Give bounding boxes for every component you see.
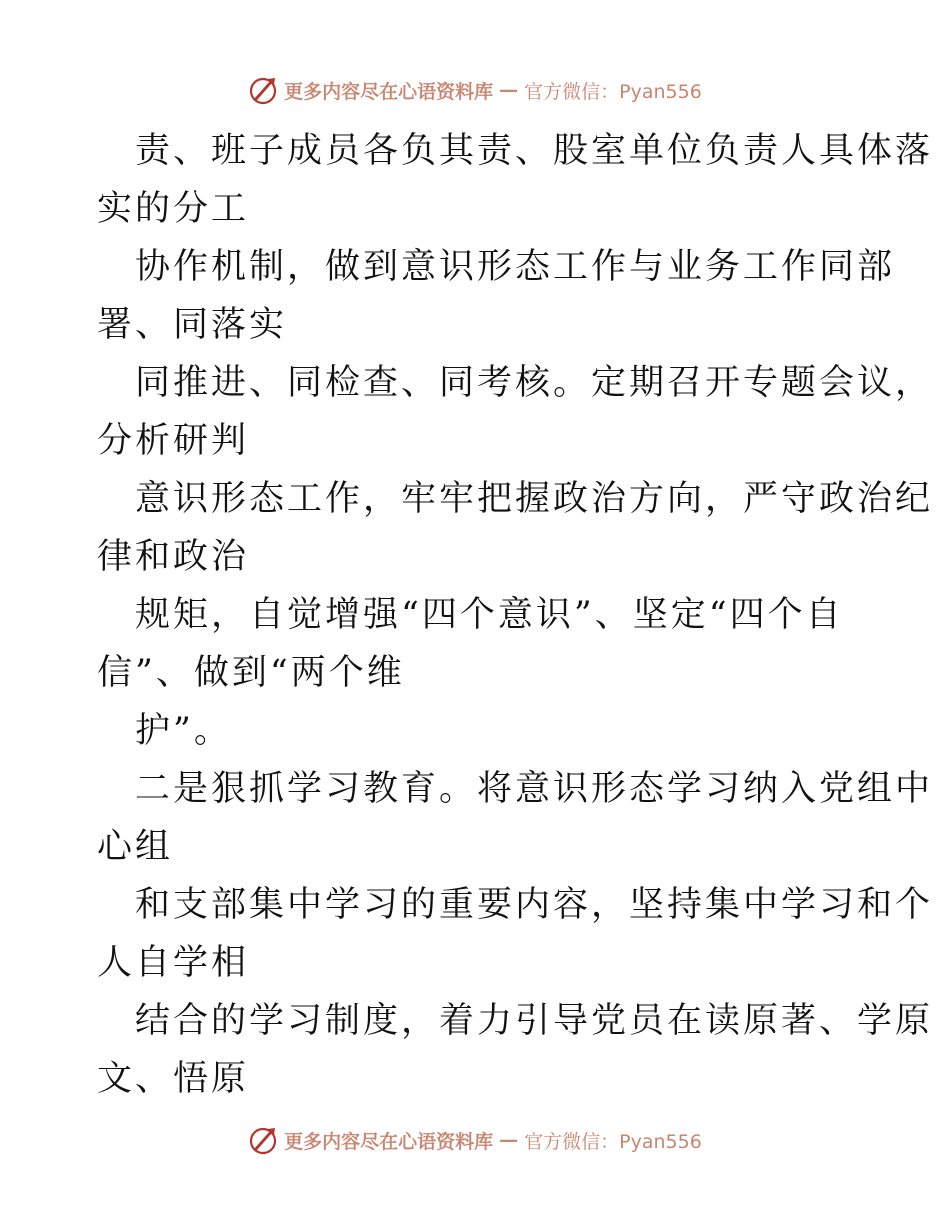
body-line: 二是狠抓学习教育。将意识形态学习纳入党组中 [135, 769, 934, 809]
body-line: 署、同落实 [97, 305, 288, 345]
quill-pen-logo-icon [248, 1125, 278, 1155]
quill-pen-logo-icon [248, 75, 278, 105]
banner-dash: — [499, 1129, 519, 1151]
body-line: 护”。 [135, 711, 232, 751]
body-line: 人自学相 [97, 943, 250, 983]
body-line: 责、班子成员各负其责、股室单位负责人具体落 [135, 131, 934, 171]
footer-watermark-banner [0, 1120, 950, 1160]
body-line: 和支部集中学习的重要内容，坚持集中学习和个 [135, 885, 934, 925]
header-watermark-banner [0, 70, 950, 110]
banner-sub-text: 官方微信：Pyan556 [524, 1130, 702, 1153]
document-body [97, 122, 934, 1108]
body-line: 实的分工 [97, 189, 250, 229]
banner-dash: — [499, 79, 519, 101]
body-line: 律和政治 [97, 537, 250, 577]
body-line: 心组 [97, 827, 174, 867]
body-line: 分析研判 [97, 421, 250, 461]
body-line: 意识形态工作，牢牢把握政治方向，严守政治纪 [135, 479, 934, 519]
banner-main-text: 更多内容尽在心语资料库 [284, 80, 494, 103]
banner-sub-text: 官方微信：Pyan556 [524, 80, 702, 103]
body-line: 规矩，自觉增强“四个意识”、坚定“四个自 [135, 595, 844, 635]
body-line: 同推进、同检查、同考核。定期召开专题会议， [135, 363, 934, 403]
body-line: 结合的学习制度，着力引导党员在读原著、学原 [135, 1001, 934, 1041]
body-line: 文、悟原 [97, 1059, 250, 1099]
banner-main-text: 更多内容尽在心语资料库 [284, 1130, 494, 1153]
body-line: 信”、做到“两个维 [97, 653, 405, 693]
body-line: 协作机制，做到意识形态工作与业务工作同部 [135, 247, 896, 287]
